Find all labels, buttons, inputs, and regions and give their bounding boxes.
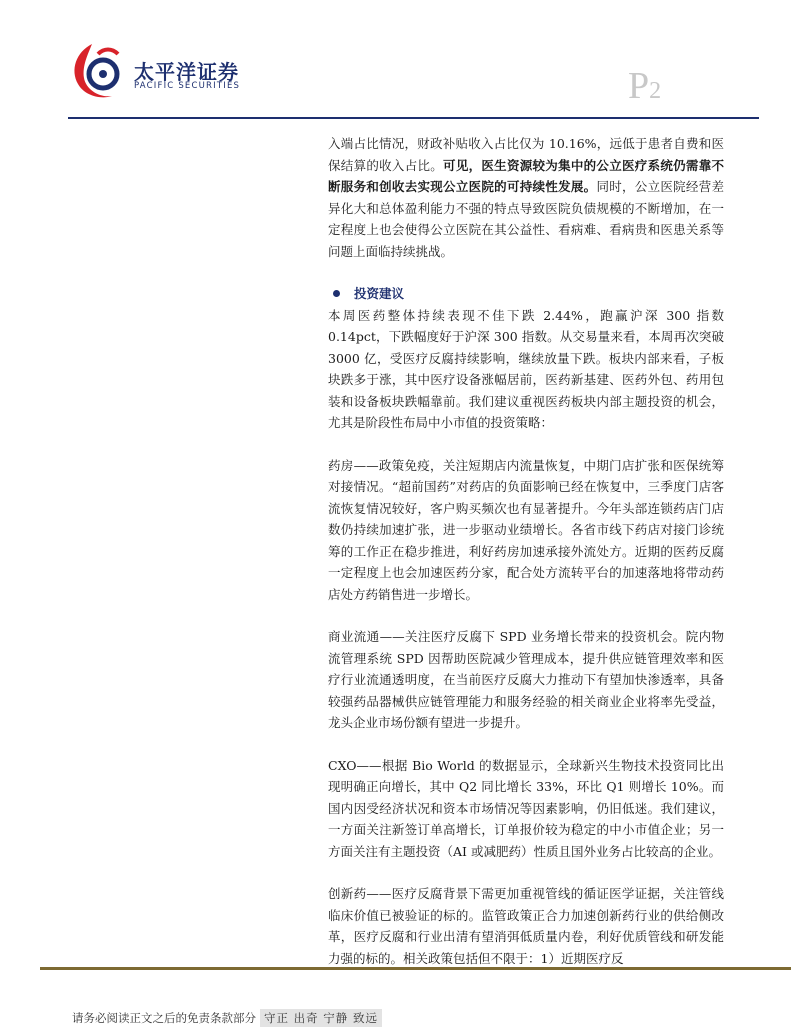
- page-footer: [72, 1009, 382, 1027]
- bullet-dot-icon: [333, 290, 340, 297]
- paragraph-pharmacy: 药房——政策免疫，关注短期店内流量恢复，中期门店扩张和医保统筹对接情况。“超前国药”对药店的负面影响已经在恢复中，三季度门店客流恢复情况较好，客户购买频次也有显著提升。今年头部连锁药店门店数仍持续加速扩张，进一步驱动业绩增长。各省市线下药店对接门诊统筹的工作正在稳步推进，利好药房加速承接外流处方。近期的医药反腐一定程度上也会加速医药分家，配合处方流转平台的加速落地将带动药店处方药销售进一步增长。: [328, 457, 724, 602]
- report-body: [328, 133, 724, 969]
- pacific-securities-logo-icon: [70, 40, 128, 102]
- brand-name-chinese: 太平洋证券: [134, 60, 239, 84]
- paragraph-emphasis: 可见，医生资源较为集中的公立医疗系统仍需靠不断服务和创收去实现公立医院的可持续性发展。: [328, 157, 724, 194]
- page-header: [0, 0, 791, 120]
- page-number-letter: P: [628, 65, 650, 107]
- brand-name-english: PACIFIC SECURITIES: [134, 81, 241, 91]
- footer-disclaimer: 请务必阅读正文之后的免责条款部分: [72, 1011, 256, 1025]
- footer-divider: [40, 967, 791, 970]
- page-number-value: 2: [649, 78, 662, 104]
- paragraph-weekly-review: 本周医药整体持续表现不佳下跌 2.44%，跑赢沪深 300 指数 0.14pct，下跌幅度好于沪深 300 指数。从交易量来看，本周再次突破 3000 亿，受医疗反腐持续影响，继续放量下跌。板块内部来看，子板块跌多于涨，其中医疗设备涨幅居前，医药新基建、医药外包、药用包装和设备板块跌幅靠前。我们建议重视医药板块内部主题投资的机会，尤其是阶段性布局中小市值的投资策略：: [328, 307, 724, 430]
- paragraph-hospital-finance: [328, 133, 724, 262]
- paragraph-cxo: CXO——根据 Bio World 的数据显示，全球新兴生物技术投资同比出现明确正向增长，其中 Q2 同比增长 33%，环比 Q1 则增长 10%。而国内因受经济状况和资本市场情况等因素影响，仍旧低迷。我们建议，一方面关注新签订单高增长，订单报价较为稳定的中小市值企业；另一方面关注有主题投资（AI 或减肥药）性质且国外业务占比较高的企业。: [328, 757, 724, 859]
- page-number: [628, 64, 661, 108]
- paragraph-distribution: 商业流通——关注医疗反腐下 SPD 业务增长带来的投资机会。院内物流管理系统 SPD 因帮助医院减少管理成本，提升供应链管理效率和医疗行业流通透明度，在当前医疗反腐大力推动下有望加快渗透率，具备较强药品器械供应链管理能力和服务经验的相关商业企业将率先受益，龙头企业市场份额有望进一步提升。: [328, 629, 724, 730]
- section-heading: 投资建议: [354, 286, 405, 301]
- paragraph-text: 同时，公立医院经营差异化大和总体盈利能力不强的特点导致医院负债规模的不断增加，在一定程度上也会使得公立医院在其公益性、看病难、看病贵和医患关系等问题上面临持续挑战。: [328, 179, 724, 259]
- footer-motto: 守正 出奇 宁静 致远: [260, 1009, 382, 1027]
- paragraph-innovative-drugs: 创新药——医疗反腐背景下需更加重视管线的循证医学证据，关注管线临床价值已被验证的标的。监管政策正合力加速创新药行业的供给侧改革，医疗反腐和行业出清有望消弭低质量内卷，利好优质管线和研发能力强的标的。相关政策包括但不限于：1）近期医疗反: [328, 886, 724, 966]
- paragraph-text: 入端占比情况，财政补贴收入占比仅为 10.16%，远低于患者自费和医保结算的收入占比。: [328, 136, 724, 173]
- header-divider: [68, 117, 759, 119]
- section-heading-row: [328, 283, 724, 305]
